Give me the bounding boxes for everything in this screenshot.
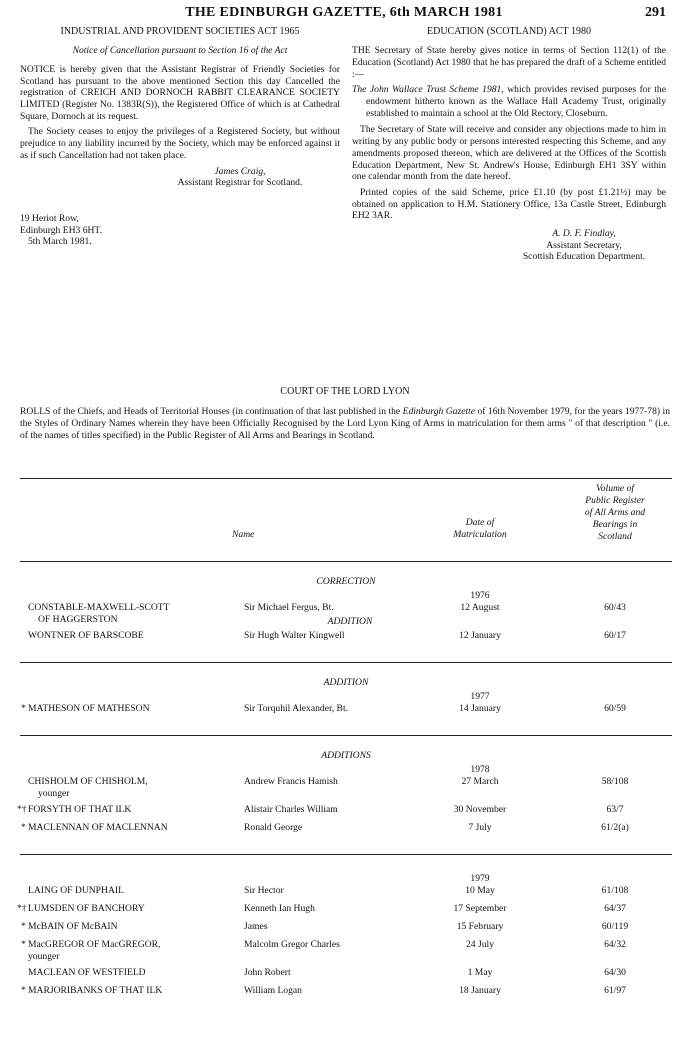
row-title (17, 903, 238, 915)
section-heading: CORRECTION (316, 576, 376, 587)
notice-address (20, 213, 340, 248)
section-year (20, 691, 672, 703)
title-text: MATHESON OF MATHESON (28, 703, 150, 714)
left-column-notice (20, 26, 340, 248)
section-year (20, 590, 672, 602)
education-signatory-name: A. D. F. Findlay, (552, 228, 616, 240)
row-name: Kenneth Ian Hugh (244, 903, 315, 914)
row-name: Andrew Francis Hamish (244, 776, 338, 787)
scheme-title: The John Wallace Trust Scheme 1981, (352, 84, 504, 96)
title-continuation: younger (38, 787, 70, 799)
row-date: 24 July (466, 939, 494, 950)
row-volume: 64/30 (604, 967, 626, 978)
page-number: 291 (645, 5, 666, 20)
lyon-intro (20, 406, 670, 441)
row-name: Sir Torquhil Alexander, Bt. (244, 703, 349, 714)
notice-date: 5th March 1981. (28, 236, 92, 248)
notice-paragraph-1: NOTICE is hereby given that the Assistant Registrar of Friendly Societies for Scotland has pursuant to the above mentioned Section this day Cancelled the registration of CREICH AND DORNOCH RABBIT CLEARANCE SOCIETY LIMITED (Register No. 1383R(S)), the Registered Office of which is at Cathedral Square, Dornoch at its request. (20, 63, 340, 122)
date-header-line-2: Matriculation (453, 528, 507, 540)
row-volume: 63/7 (606, 804, 624, 815)
section-heading: ADDITION (323, 677, 369, 688)
section-1979 (17, 855, 672, 1003)
row-date: 12 August (460, 602, 500, 613)
table-row (17, 903, 672, 921)
education-signature (502, 228, 666, 263)
row-mark: *† (17, 804, 27, 815)
lyon-intro-part-1: ROLLS of the Chiefs, and Heads of Territorial Houses (in continuation of that last published in the (20, 406, 403, 418)
section-year (20, 764, 672, 776)
lyon-heading: COURT OF THE LORD LYON (280, 386, 410, 397)
row-volume: 64/37 (604, 903, 626, 914)
volume-header-line-1: Volume of (595, 483, 635, 494)
title-text: LUMSDEN OF BANCHORY (28, 903, 145, 914)
title-text: MacGREGOR OF MacGREGOR, (28, 939, 161, 950)
row-name: Ronald George (244, 822, 303, 833)
gazette-title: THE EDINBURGH GAZETTE, 6th MARCH 1981 (185, 5, 503, 20)
table-row (20, 703, 672, 721)
row-title (17, 804, 238, 816)
row-date: 17 September (453, 903, 507, 914)
notice-subheading: Notice of Cancellation pursuant to Section 16 of the Act (72, 45, 288, 57)
education-signatory-title-1: Assistant Secretary, (546, 239, 622, 251)
row-name: Sir Michael Fergus, Bt. (244, 602, 334, 613)
signatory-name: James Craig, (214, 165, 266, 177)
row-mark: * (21, 985, 26, 996)
column-header-date (440, 517, 520, 540)
column-header-volume (560, 483, 670, 543)
table-header (20, 479, 672, 561)
title-text: MACLENNAN OF MACLENNAN (28, 822, 168, 833)
row-volume: 61/2(a) (601, 822, 629, 833)
section-subheading: ADDITION (327, 616, 373, 627)
rolls-table (17, 478, 672, 1003)
table-row (20, 921, 672, 939)
volume-header-line-3: of All Arms and (584, 506, 646, 518)
title-text: FORSYTH OF THAT ILK (28, 804, 132, 815)
education-signatory-title-2: Scottish Education Department. (522, 251, 646, 263)
row-volume: 60/59 (604, 703, 626, 714)
row-title: WONTNER OF BARSCOBE (28, 630, 144, 641)
table-row (20, 602, 672, 628)
education-paragraph-3: Printed copies of the said Scheme, price £1.10 (by post £1.21½) may be obtained on application to H.M. Stationery Office, 13a Castle Street, Edinburgh EH2 3AR. (352, 186, 666, 222)
row-volume: 60/119 (601, 921, 629, 932)
title-continuation: younger (28, 950, 60, 962)
row-volume: 60/43 (604, 602, 626, 613)
row-name: Sir Hector (244, 885, 284, 896)
table-row (20, 776, 672, 804)
education-heading: EDUCATION (SCOTLAND) ACT 1980 (427, 26, 591, 37)
table-row (20, 985, 672, 1003)
row-mark: * (21, 939, 26, 950)
row-date: 15 February (456, 921, 504, 932)
education-paragraph-2: The Secretary of State will receive and consider any objections made to him in writing by any public body or persons interested respecting this Scheme, and any amendments proposed thereon, which are delivered at the Offices of the Scottish Education Department, New St. Andrew's House, Edinburgh EH1 3SY within one calendar month from the date hereof. (352, 124, 666, 183)
row-name: William Logan (244, 985, 302, 996)
row-date: 14 January (459, 703, 501, 714)
row-date: 27 March (461, 776, 499, 787)
row-date: 18 January (459, 985, 501, 996)
row-date: 1 May (467, 967, 493, 978)
row-title (28, 602, 238, 625)
table-row (20, 939, 672, 967)
table-row (20, 822, 672, 840)
title-continuation: OF HAGGERSTON (38, 613, 118, 625)
year-label: 1976 (470, 590, 490, 601)
table-row (17, 804, 672, 822)
row-name: James (244, 921, 268, 932)
right-column-notice (352, 26, 666, 263)
row-title (21, 921, 238, 933)
scheme-text: which provides revised purposes for the endowment hitherto known as the Wallace Hall Academy Trust, originally established to maintain a school at the Old Rectory, Closeburn. (366, 84, 666, 119)
notice-signature (140, 166, 340, 189)
notice-paragraph-2: The Society ceases to enjoy the privileges of a Registered Society, but without prejudice to any liability incurred by the Society, which may be enforced against it as if such Cancellation had not taken place. (20, 126, 340, 161)
section-year (20, 873, 672, 885)
row-title (21, 703, 238, 715)
year-label: 1979 (470, 873, 490, 884)
row-name: John Robert (244, 967, 291, 978)
table-row (20, 885, 672, 903)
title-text: McBAIN OF McBAIN (28, 921, 118, 932)
row-title (28, 776, 238, 799)
row-mark: * (21, 703, 26, 714)
education-paragraph-1: THE Secretary of State hereby gives notice in terms of Section 112(1) of the Education (Scotland) Act 1980 that he has prepared the draft of a Scheme entitled :— (352, 45, 666, 80)
signatory-title: Assistant Registrar for Scotland. (177, 177, 303, 189)
row-date: 12 January (459, 630, 501, 641)
row-volume: 64/32 (604, 939, 626, 950)
volume-header-line-2: Public Register (585, 494, 645, 506)
row-mark: * (21, 822, 26, 833)
row-mark: *† (17, 903, 27, 914)
address-line-1: 19 Heriot Row, (20, 212, 79, 224)
row-title (21, 985, 238, 997)
row-date: 30 November (453, 804, 507, 815)
scheme-paragraph (352, 84, 666, 119)
section-1976 (20, 562, 672, 662)
year-label: 1978 (470, 764, 490, 775)
row-volume: 60/17 (604, 630, 626, 641)
section-1978 (17, 736, 672, 854)
row-name: Alistair Charles William (244, 804, 338, 815)
table-row (20, 967, 672, 985)
notice-heading: INDUSTRIAL AND PROVIDENT SOCIETIES ACT 1965 (60, 26, 300, 37)
title-text: MARJORIBANKS OF THAT ILK (28, 985, 163, 996)
row-volume: 58/108 (601, 776, 629, 787)
title-text: CHISHOLM OF CHISHOLM, (28, 776, 148, 787)
row-title (21, 822, 238, 834)
row-date: 10 May (465, 885, 495, 896)
row-volume: 61/97 (604, 985, 626, 996)
row-mark: * (21, 921, 26, 932)
row-title: MACLEAN OF WESTFIELD (28, 967, 146, 978)
row-title (21, 939, 238, 962)
row-volume: 61/108 (601, 885, 629, 896)
date-header-line-1: Date of (465, 517, 495, 528)
year-label: 1977 (470, 691, 490, 702)
page-header (0, 4, 688, 22)
lord-lyon-section (20, 386, 670, 445)
row-date: 7 July (468, 822, 492, 833)
volume-header-line-5: Scotland (598, 530, 632, 542)
section-1977 (20, 663, 672, 735)
row-name: Sir Hugh Walter Kingwell (244, 630, 345, 641)
row-name: Malcolm Gregor Charles (244, 939, 340, 950)
volume-header-line-4: Bearings in (592, 518, 638, 530)
lyon-intro-part-2: of 16th November 1979, for the years 1977-78) in the Styles of Ordinary Names wherein they have been Officially Recognised by the Lord Lyon King of Arms in matriculation for them arms " of that description " (i.e. of the names of titles specified) in the Public Register of All Arms and Bearings in Scotland. (20, 406, 671, 441)
section-heading: ADDITIONS (321, 750, 371, 761)
title-text: CONSTABLE-MAXWELL-SCOTT (28, 602, 170, 613)
row-title: LAING OF DUNPHAIL (28, 885, 124, 896)
address-line-2: Edinburgh EH3 6HT. (20, 224, 102, 236)
table-row (20, 630, 672, 648)
lyon-intro-italic: Edinburgh Gazette (402, 406, 476, 418)
column-header-name: Name (232, 529, 255, 540)
